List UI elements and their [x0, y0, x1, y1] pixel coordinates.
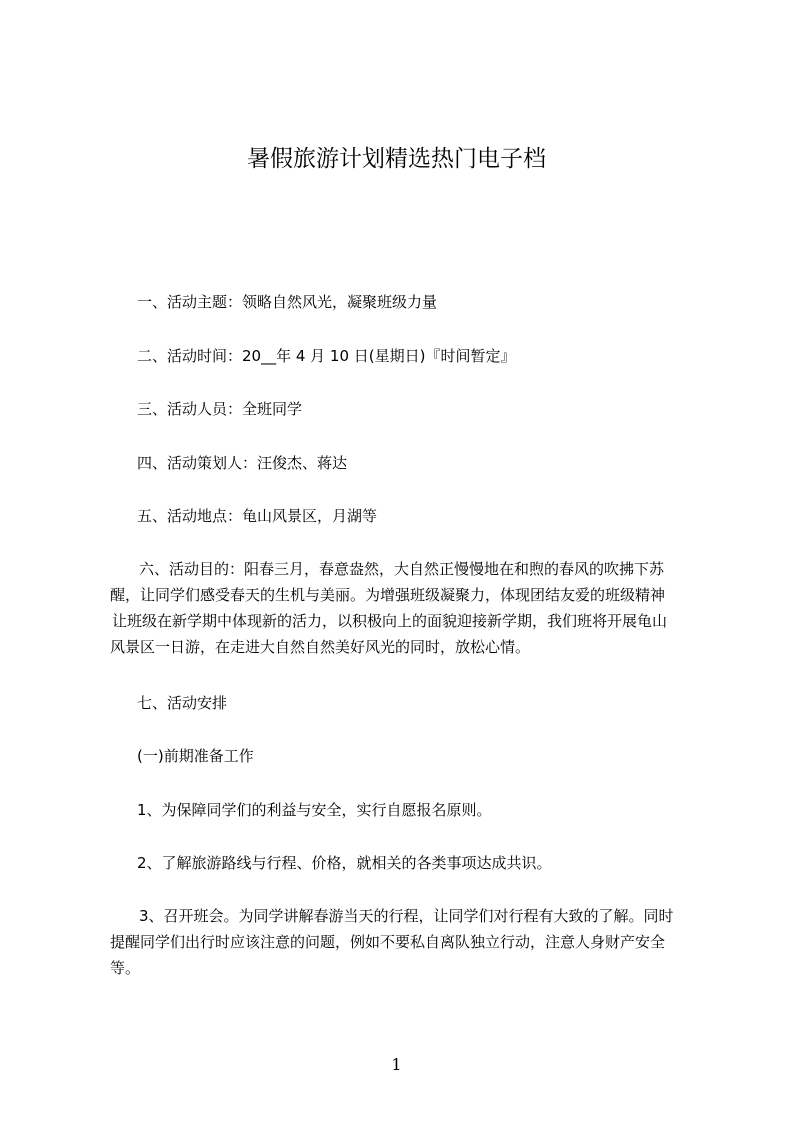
- paragraph-line: 风景区一日游，在走进大自然自然美好风光的同时，放松心情。: [110, 638, 531, 656]
- activity-place: 五、活动地点：龟山风景区，月湖等: [137, 507, 378, 525]
- document-title: 暑假旅游计划精选热门电子档: [247, 146, 546, 172]
- activity-planner: 四、活动策划人：汪俊杰、蒋达: [137, 454, 348, 472]
- prep-work-heading: (一)前期准备工作: [137, 747, 254, 765]
- activity-time: 二、活动时间：20__年 4 月 10 日(星期日)『时间暂定』: [137, 347, 516, 365]
- activity-purpose-paragraph: [110, 556, 710, 660]
- paragraph-line: 等。: [110, 959, 141, 977]
- paragraph-line: 六、活动目的：阳春三月，春意盎然，大自然正慢慢地在和煦的春风的吹拂下苏: [139, 560, 665, 578]
- activity-people: 三、活动人员：全班同学: [137, 400, 303, 418]
- activity-theme: 一、活动主题：领略自然风光，凝聚班级力量: [137, 293, 438, 311]
- paragraph-line: 3、召开班会。为同学讲解春游当天的行程，让同学们对行程有大致的了解。同时: [139, 907, 674, 925]
- paragraph-line: 提醒同学们出行时应该注意的问题，例如不要私自离队独立行动，注意人身财产安全: [110, 933, 666, 951]
- activity-arrangement-heading: 七、活动安排: [137, 694, 228, 712]
- page-number: 1: [391, 1055, 402, 1074]
- paragraph-line: 醒，让同学们感受春天的生机与美丽。为增强班级凝聚力，体现团结友爱的班级精神: [110, 586, 666, 604]
- prep-step-2: 2、了解旅游路线与行程、价格，就相关的各类事项达成共识。: [137, 854, 552, 872]
- prep-step-3-paragraph: [110, 903, 710, 981]
- paragraph-line: 让班级在新学期中体现新的活力，以积极向上的面貌迎接新学期，我们班将开展龟山: [112, 612, 668, 630]
- prep-step-1: 1、为保障同学们的利益与安全，实行自愿报名原则。: [137, 801, 492, 819]
